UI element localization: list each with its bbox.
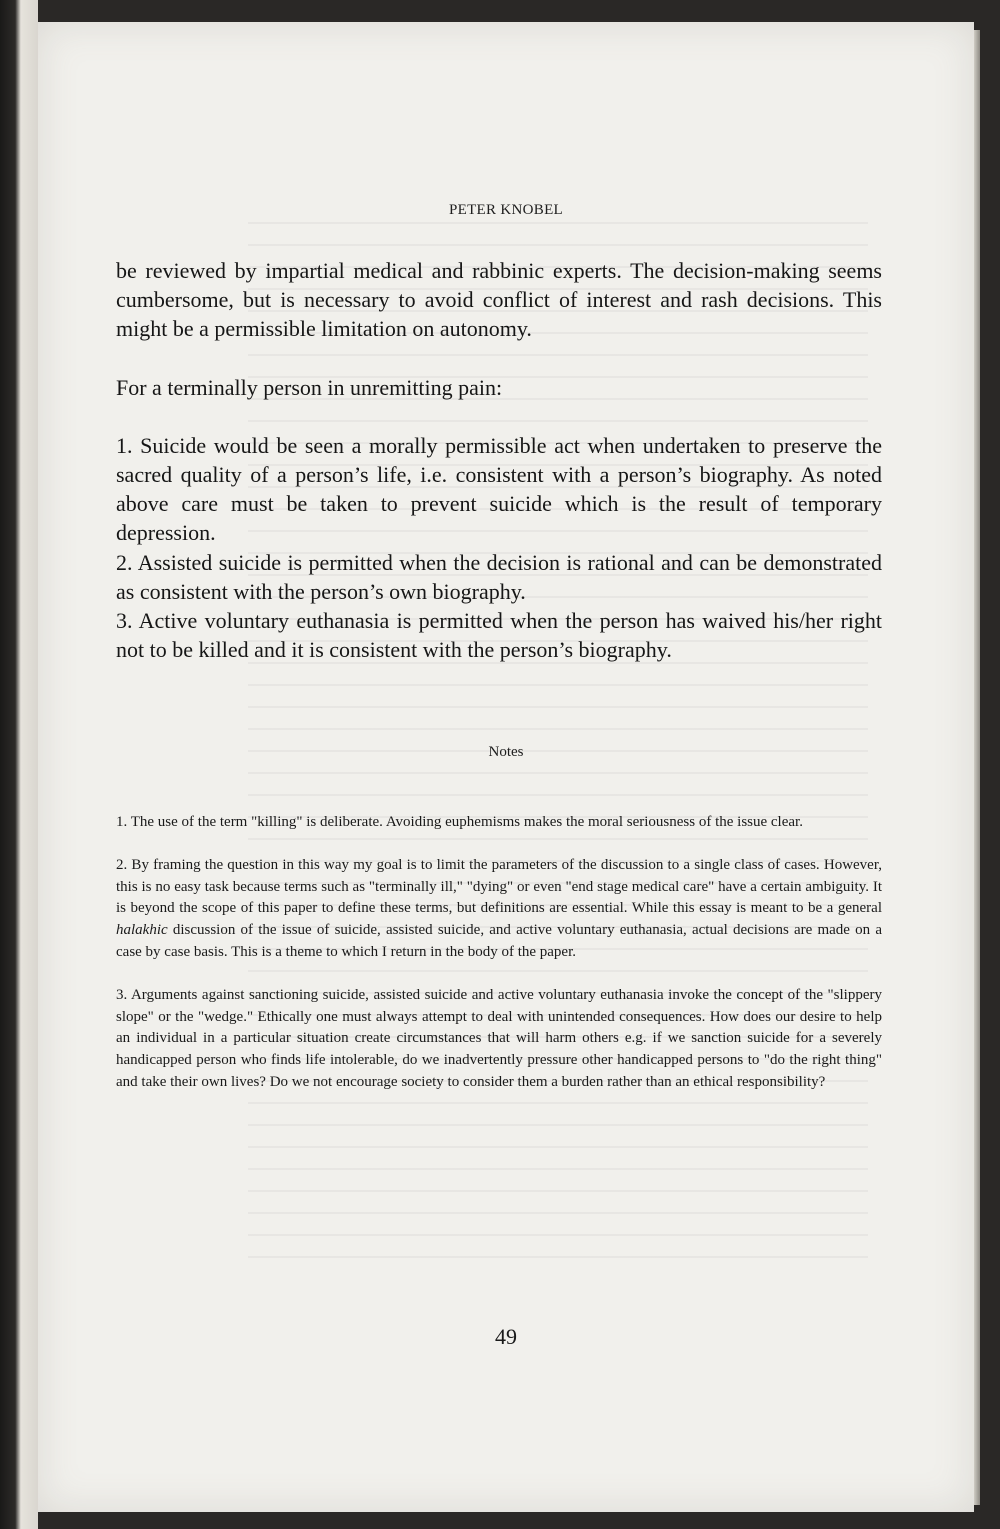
list-item: 2. Assisted suicide is permitted when the decision is rational and can be demonstrated as consistent with the person’s own biography. bbox=[116, 549, 882, 604]
list-item: 1. Suicide would be seen a morally permissible act when undertaken to preserve the sacred quality of a person’s life, i.e. consistent with a person’s biography. As noted above care must be taken to prevent suicide which is the result of temporary depression. bbox=[116, 432, 882, 546]
notes-section bbox=[116, 812, 882, 1115]
running-head: PETER KNOBEL bbox=[448, 202, 563, 218]
footnote-text: discussion of the issue of suicide, assisted suicide, and active voluntary euthanasia, actual decisions are made on a case by case basis. This is a theme to which I return in the body of the paper. bbox=[116, 922, 882, 960]
footnote-italic: halakhic bbox=[116, 922, 168, 939]
body-paragraph: be reviewed by impartial medical and rabbinic experts. The decision-making seems cumbersome, but is necessary to avoid conflict of interest and rash decisions. This might be a permissible limitation on autonomy. bbox=[116, 258, 882, 342]
page-edge bbox=[974, 30, 980, 1505]
footnote: 3. Arguments against sanctioning suicide, assisted suicide and active voluntary euthanasia invoke the concept of the "slippery slope" or the "wedge." Ethically one must always attempt to deal with unintended consequences. How does our desire to help an individual in a particular situation create circumstances that will harm others e.g. if we sanction suicide for a severely handicapped person who finds life intolerable, do we inadvertently pressure other handicapped persons to "do the right thing" and take their own lives? Do we not encourage society to consider them a burden rather than an ethical responsibility? bbox=[116, 986, 882, 1090]
body-paragraph: For a terminally person in unremitting pain: bbox=[116, 374, 503, 400]
main-text bbox=[116, 256, 882, 664]
footnote-text: 2. By framing the question in this way my goal is to limit the parameters of the discussion to a single class of cases. However, this is no easy task because terms such as "terminally ill," "dying" or even "end stage medical care" have a certain ambiguity. It is beyond the scope of this paper to define these terms, but definitions are essential. While this essay is meant to be a general bbox=[116, 856, 882, 917]
footnote: 1. The use of the term "killing" is deliberate. Avoiding euphemisms makes the moral seriousness of the issue clear. bbox=[116, 814, 803, 830]
notes-heading: Notes bbox=[488, 744, 524, 760]
book-spine bbox=[0, 0, 38, 1529]
footnote bbox=[116, 855, 882, 964]
list-item: 3. Active voluntary euthanasia is permitted when the person has waived his/her right not to be killed and it is consistent with the person’s biography. bbox=[116, 608, 882, 663]
book-page bbox=[38, 22, 974, 1512]
page-number: 49 bbox=[495, 1324, 517, 1349]
